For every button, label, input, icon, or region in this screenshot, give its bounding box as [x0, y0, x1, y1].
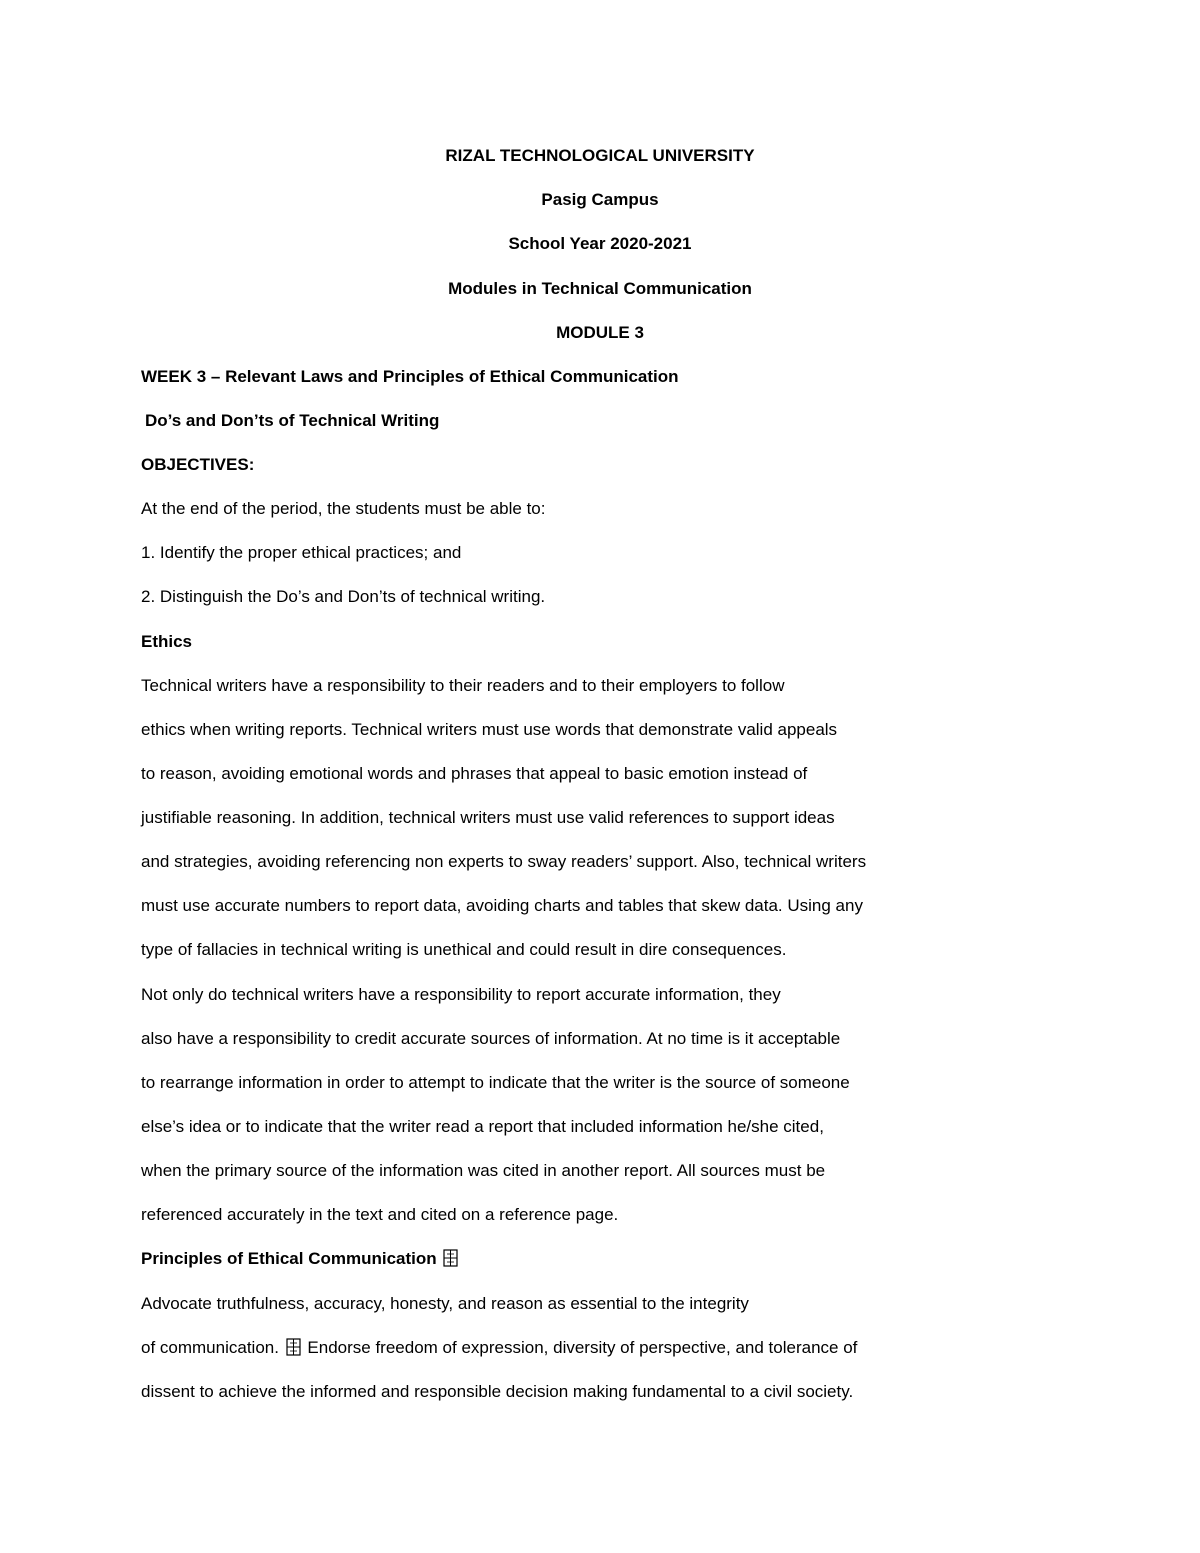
ethics-paragraph-line: ethics when writing reports. Technical writers must use words that demonstrate valid appeals: [141, 720, 838, 739]
module-number: MODULE 3: [556, 323, 644, 342]
principles-heading-line: [141, 1249, 460, 1269]
ethics-paragraph-line: justifiable reasoning. In addition, technical writers must use valid references to support ideas: [141, 808, 835, 827]
objectives-heading: OBJECTIVES:: [141, 455, 255, 474]
principles-heading: Principles of Ethical Communication: [141, 1249, 437, 1268]
ethics-paragraph-line: to rearrange information in order to attempt to indicate that the writer is the source of someone: [141, 1073, 850, 1092]
objective-item: 1. Identify the proper ethical practices; and: [141, 543, 462, 562]
ethics-paragraph-line: else’s idea or to indicate that the writer read a report that included information he/she cited,: [141, 1117, 824, 1136]
ethics-paragraph-line: must use accurate numbers to report data, avoiding charts and tables that skew data. Using any: [141, 896, 863, 915]
subtitle: Do’s and Don’ts of Technical Writing: [145, 411, 440, 430]
school-year: School Year 2020-2021: [508, 234, 692, 253]
ethics-paragraph-line: and strategies, avoiding referencing non experts to sway readers’ support. Also, technical writers: [141, 852, 867, 871]
modules-title: Modules in Technical Communication: [448, 279, 752, 298]
objective-item: 2. Distinguish the Do’s and Don’ts of technical writing.: [141, 587, 546, 606]
campus-name: Pasig Campus: [541, 190, 659, 209]
ethics-heading: Ethics: [141, 632, 193, 651]
principles-line: [141, 1338, 857, 1358]
principles-line-part: of communication.: [141, 1338, 279, 1357]
principles-line: dissent to achieve the informed and responsible decision making fundamental to a civil society.: [141, 1382, 854, 1401]
ethics-paragraph-line: Not only do technical writers have a responsibility to report accurate information, they: [141, 985, 781, 1004]
ethics-paragraph-line: referenced accurately in the text and cited on a reference page.: [141, 1205, 619, 1224]
ethics-paragraph-line: when the primary source of the information was cited in another report. All sources must be: [141, 1161, 826, 1180]
objectives-intro: At the end of the period, the students must be able to:: [141, 499, 546, 518]
ethics-paragraph-line: Technical writers have a responsibility to their readers and to their employers to follow: [141, 676, 785, 695]
week-title: WEEK 3 – Relevant Laws and Principles of Ethical Communication: [141, 367, 679, 386]
ethics-paragraph-line: to reason, avoiding emotional words and phrases that appeal to basic emotion instead of: [141, 764, 808, 783]
missing-glyph-icon: [286, 1338, 301, 1356]
university-name: RIZAL TECHNOLOGICAL UNIVERSITY: [445, 146, 755, 165]
ethics-paragraph-line: also have a responsibility to credit accurate sources of information. At no time is it acceptable: [141, 1029, 841, 1048]
principles-line: Advocate truthfulness, accuracy, honesty, and reason as essential to the integrity: [141, 1294, 749, 1313]
ethics-paragraph-line: type of fallacies in technical writing is unethical and could result in dire consequences.: [141, 940, 787, 959]
missing-glyph-icon: [443, 1249, 458, 1267]
principles-line-part: Endorse freedom of expression, diversity of perspective, and tolerance of: [307, 1338, 858, 1357]
